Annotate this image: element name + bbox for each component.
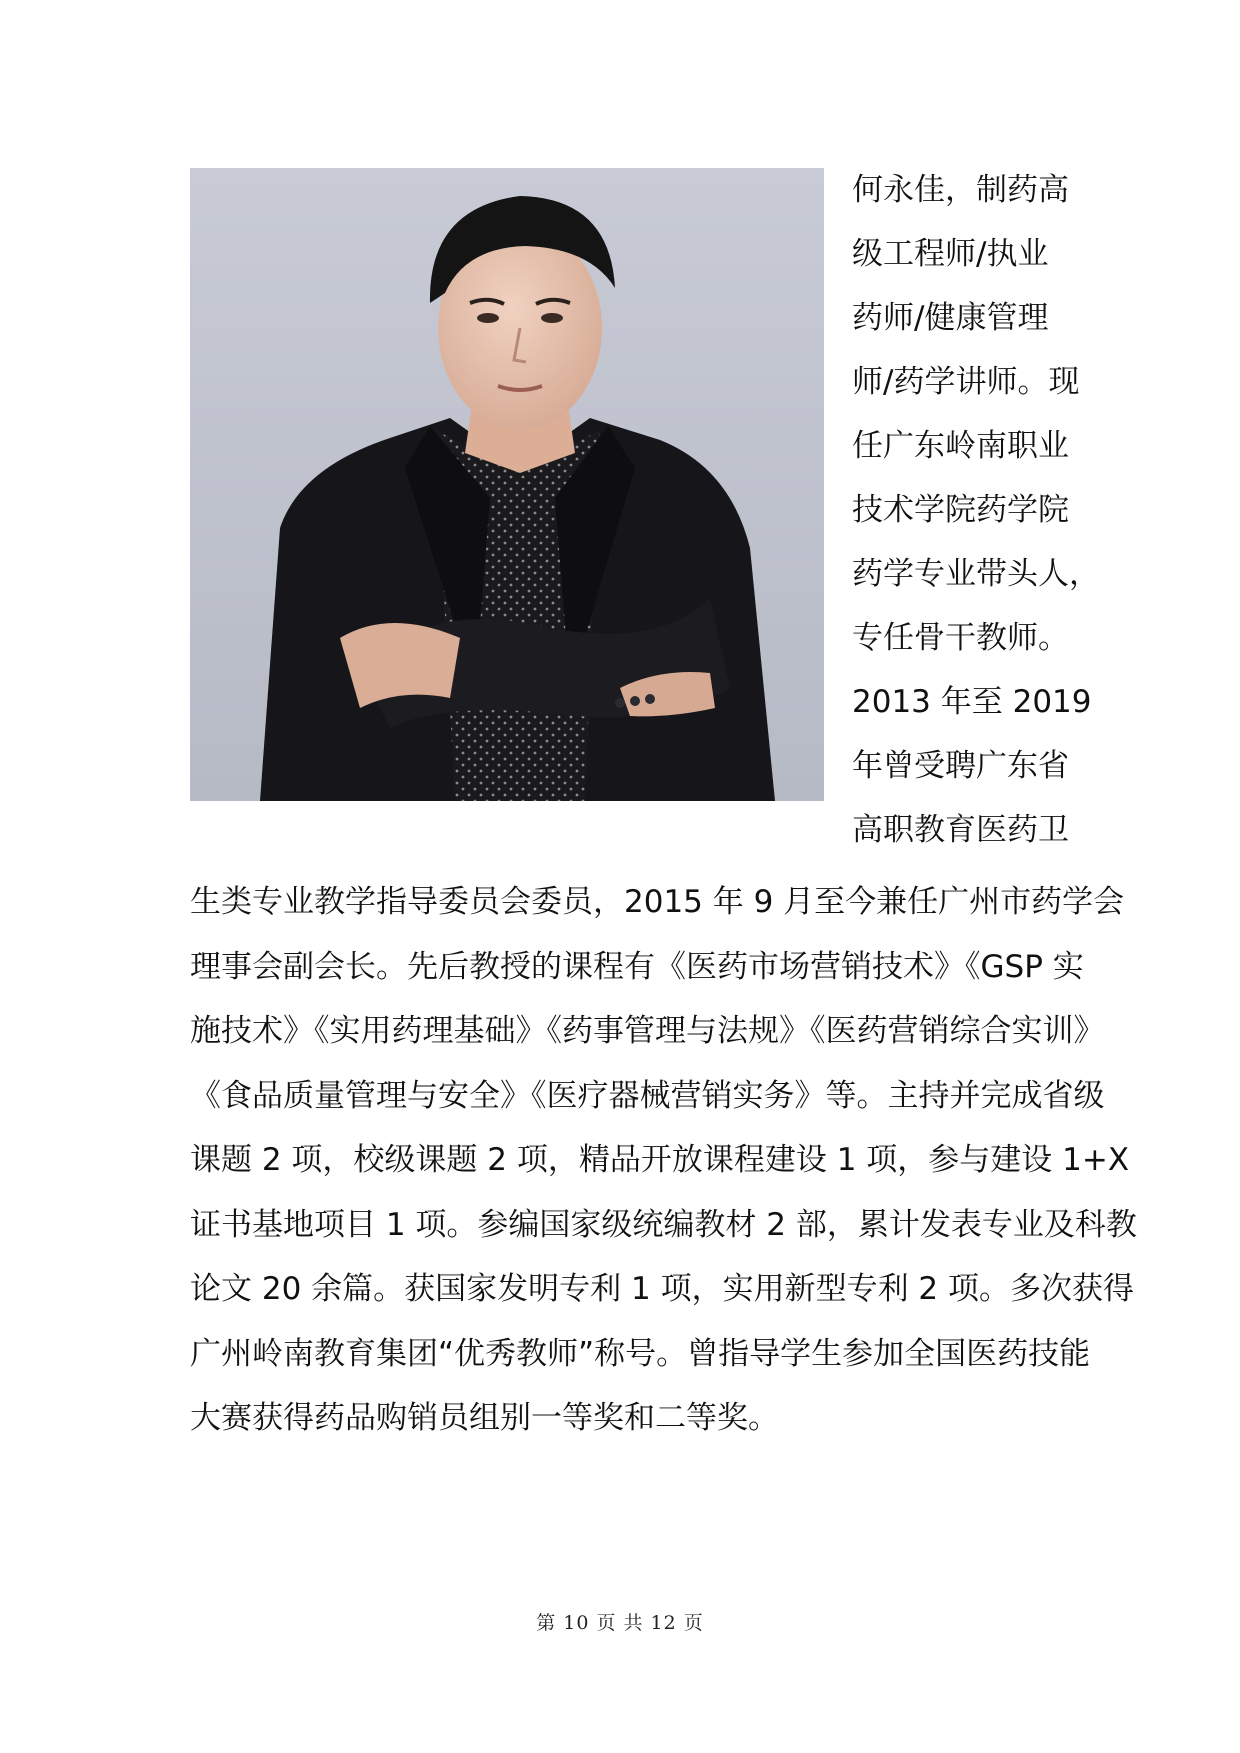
text-line: 高职教育医药卫 bbox=[852, 812, 1069, 848]
text-line: 《食品质量管理与安全》《医疗器械营销实务》等。主持并完成省级 bbox=[190, 1077, 1105, 1114]
text-line: 理事会副会长。先后教授的课程有《医药市场营销技术》《GSP 实 bbox=[190, 948, 1084, 985]
text-line: 药师/健康管理 bbox=[852, 300, 1049, 336]
text-line: 技术学院药学院 bbox=[852, 492, 1069, 528]
text-line: 证书基地项目 1 项。参编国家级统编教材 2 部，累计发表专业及科教 bbox=[190, 1206, 1137, 1243]
text-line: 2013 年至 2019 bbox=[852, 684, 1092, 720]
text-line: 专任骨干教师。 bbox=[852, 620, 1069, 656]
portrait-photo bbox=[190, 168, 824, 801]
text-line: 师/药学讲师。现 bbox=[852, 364, 1080, 400]
text-line: 级工程师/执业 bbox=[852, 236, 1049, 272]
page-number-footer: 第 10 页 共 12 页 bbox=[536, 1612, 704, 1634]
text-line: 施技术》《实用药理基础》《药事管理与法规》《医药营销综合实训》 bbox=[190, 1013, 1105, 1049]
text-line: 任广东岭南职业 bbox=[852, 428, 1069, 464]
text-line: 何永佳，制药高 bbox=[852, 172, 1069, 208]
text-line: 广州岭南教育集团“优秀教师”称号。曾指导学生参加全国医药技能 bbox=[190, 1335, 1091, 1372]
wrapped-text-beside-photo bbox=[852, 158, 1100, 862]
text-line: 年曾受聘广东省 bbox=[852, 748, 1069, 784]
text-line: 课题 2 项，校级课题 2 项，精品开放课程建设 1 项，参与建设 1+X bbox=[190, 1142, 1130, 1178]
portrait-illustration bbox=[190, 168, 824, 801]
body-paragraph bbox=[190, 870, 1137, 1451]
text-line: 生类专业教学指导委员会委员，2015 年 9 月至今兼任广州市药学会 bbox=[190, 884, 1125, 920]
text-line: 药学专业带头人， bbox=[852, 556, 1100, 592]
text-line: 论文 20 余篇。获国家发明专利 1 项，实用新型专利 2 项。多次获得 bbox=[190, 1271, 1135, 1307]
text-line: 大赛获得药品购销员组别一等奖和二等奖。 bbox=[190, 1400, 779, 1436]
